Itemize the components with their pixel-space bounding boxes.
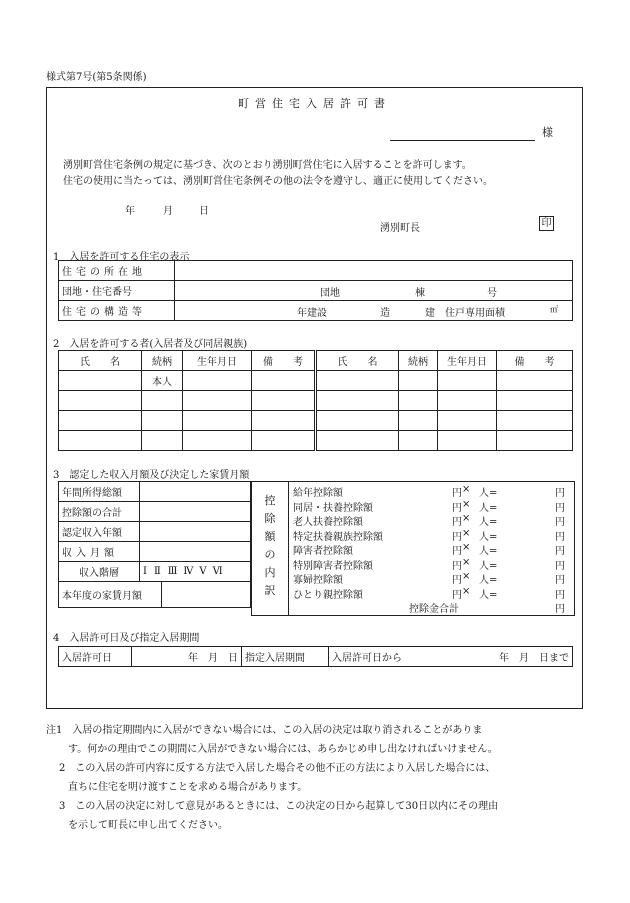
deduction-row <box>289 528 574 542</box>
income-row <box>59 522 251 542</box>
date-day: 日 <box>199 206 209 217</box>
period-table <box>58 646 573 667</box>
rent-label: 本年度の家賃月額 <box>59 582 162 608</box>
note-3-prefix: 3 <box>59 801 66 812</box>
area-unit: ㎡ <box>550 305 558 314</box>
resident-cell[interactable] <box>183 371 252 391</box>
header-remarks-right: 備 考 <box>497 351 573 371</box>
resident-cell[interactable] <box>438 411 497 431</box>
resident-row <box>59 411 573 431</box>
addressee-line[interactable] <box>390 128 535 141</box>
note-1-line1: 入居の指定期間内に入居ができない場合には、この入居の決定は取り消されることがありま <box>72 725 483 736</box>
resident-cell[interactable] <box>438 431 497 451</box>
income-table <box>58 481 251 608</box>
period-to: 年 月 日まで <box>499 653 569 664</box>
level-1[interactable]: Ⅰ <box>143 566 147 577</box>
deduction-yen: 円 <box>452 488 462 499</box>
level-6[interactable]: Ⅵ <box>212 566 223 577</box>
deduction-yen: 円 <box>452 502 462 514</box>
level-5[interactable]: Ⅴ <box>199 566 207 577</box>
deduction-people: 人= <box>479 531 498 543</box>
complex-row <box>59 281 573 301</box>
deduction-row <box>289 586 574 600</box>
note-1 <box>46 721 586 759</box>
resident-cell[interactable] <box>142 391 183 411</box>
section1-heading: 1 入居を許可する住宅の表示 <box>53 252 190 263</box>
deduction-people: 人= <box>479 589 498 601</box>
seal-mark <box>539 216 554 231</box>
deduction-row <box>289 542 574 556</box>
deduction-people: 人= <box>479 517 498 528</box>
deduction-people: 人= <box>479 560 498 572</box>
complex-value[interactable] <box>175 281 573 301</box>
income-level-label: 収入階層 <box>59 562 140 582</box>
deduction-total: 円 <box>555 546 565 557</box>
resident-cell[interactable] <box>316 411 399 431</box>
resident-cell[interactable] <box>59 431 142 451</box>
structure-value[interactable] <box>175 301 573 321</box>
deduction-total-label: 控除金合計 <box>409 604 459 615</box>
period-value[interactable] <box>329 647 573 667</box>
relation-self: 本人 <box>142 371 183 391</box>
deduction-yen: 円 <box>452 531 462 543</box>
income-level-options[interactable] <box>140 562 251 582</box>
deduction-times: × <box>462 484 471 495</box>
header-birth-left: 生年月日 <box>183 351 252 371</box>
resident-row <box>59 431 573 451</box>
permit-date-label: 入居許可日 <box>59 647 132 667</box>
income-row <box>59 542 251 562</box>
income-row <box>59 482 251 502</box>
structure-row <box>59 301 573 321</box>
deduction-people: 人= <box>479 546 498 557</box>
resident-cell[interactable] <box>183 411 252 431</box>
deduction-name: 老人扶養控除額 <box>293 517 363 528</box>
resident-cell[interactable] <box>142 431 183 451</box>
resident-cell[interactable] <box>142 411 183 431</box>
deduction-row <box>289 484 574 498</box>
resident-cell[interactable] <box>316 371 399 391</box>
resident-cell[interactable] <box>399 431 438 451</box>
permit-form-frame <box>46 87 583 709</box>
deduction-name: 特定扶養親族控除額 <box>293 531 383 543</box>
deduction-row <box>289 557 574 571</box>
residents-table <box>58 350 573 451</box>
note-2 <box>46 759 586 797</box>
resident-cell[interactable] <box>252 431 316 451</box>
residents-header-row <box>59 351 573 371</box>
deduction-yen: 円 <box>452 575 462 586</box>
deduction-times: × <box>462 556 471 568</box>
note-1-line2: す。何かの理由でこの期間に入居ができない場合には、あらかじめ申し出なければいけません。 <box>68 744 498 755</box>
ken-label: 建 <box>425 308 435 319</box>
resident-cell[interactable] <box>497 391 573 411</box>
resident-cell[interactable] <box>316 391 399 411</box>
resident-cell[interactable] <box>497 431 573 451</box>
date-year: 年 <box>125 206 135 217</box>
deduction-yen: 円 <box>452 517 462 528</box>
deduction-row <box>289 571 574 585</box>
deduction-total: 円 <box>555 517 565 528</box>
resident-cell[interactable] <box>497 411 573 431</box>
deduction-breakdown-label-box <box>251 481 289 616</box>
income-row <box>59 582 251 608</box>
zou-label: 造 <box>380 308 390 319</box>
issuer: 湧別町長 <box>380 223 420 234</box>
page-title: 町営住宅入居許可書 <box>238 97 391 110</box>
level-3[interactable]: Ⅲ <box>167 566 178 577</box>
tou-label: 棟 <box>415 288 425 299</box>
deduction-total-unit: 円 <box>555 604 565 615</box>
complex-label: 団地・住宅番号 <box>59 281 175 301</box>
header-name-right: 氏 名 <box>316 351 399 371</box>
area-label: 住戸専用面積 <box>445 308 505 319</box>
monthly-income-value[interactable] <box>140 542 251 562</box>
gou-label: 号 <box>487 288 497 299</box>
deduction-total: 円 <box>555 488 565 499</box>
resident-cell[interactable] <box>438 391 497 411</box>
certified-income-label: 認定収入年額 <box>59 522 140 542</box>
deduction-breakdown-label: 控除額の内訳 <box>264 494 276 597</box>
structure-label: 住宅の構造等 <box>59 301 175 321</box>
deduction-times: × <box>462 527 471 539</box>
header-remarks-left: 備 考 <box>252 351 316 371</box>
resident-cell[interactable] <box>438 371 497 391</box>
deduction-people: 人= <box>479 488 498 499</box>
resident-cell[interactable] <box>399 411 438 431</box>
address-value[interactable] <box>175 261 573 281</box>
deduction-times: × <box>462 513 471 524</box>
annual-income-label: 年間所得総額 <box>59 482 140 502</box>
header-birth-right: 生年月日 <box>438 351 497 371</box>
note-2-line1: この入居の許可内容に反する方法で入居した場合その他不正の方法により入居した場合には、 <box>75 763 496 774</box>
deduction-name: 給年控除額 <box>293 488 343 499</box>
resident-cell[interactable] <box>59 391 142 411</box>
income-row <box>59 562 251 582</box>
resident-cell[interactable] <box>252 411 316 431</box>
danchi-label: 団地 <box>320 288 340 299</box>
deduction-total: 円 <box>555 560 565 572</box>
note-2-line2: 直ちに住宅を明け渡すことを求める場合があります。 <box>68 782 308 793</box>
resident-cell[interactable] <box>316 431 399 451</box>
period-label: 指定入居期間 <box>242 647 329 667</box>
header-name-left: 氏 名 <box>59 351 142 371</box>
period-row <box>59 647 573 667</box>
level-4[interactable]: Ⅳ <box>183 566 194 577</box>
permit-date-value[interactable]: 年 月 日 <box>132 647 242 667</box>
deduction-total: 円 <box>555 589 565 601</box>
monthly-income-label: 収入月額 <box>59 542 140 562</box>
resident-row <box>59 391 573 411</box>
resident-cell[interactable] <box>59 371 142 391</box>
header-relation-right: 続柄 <box>399 351 438 371</box>
resident-row <box>59 371 573 391</box>
seal-text: 印 <box>539 216 554 231</box>
intro-line-2: 住宅の使用に当たっては、湧別町営住宅条例その他の法令を遵守し、適正に使用してください。 <box>63 176 493 187</box>
deduction-row <box>289 513 574 527</box>
year-built-label: 年建設 <box>297 308 327 319</box>
deduction-name: 特別障害者控除額 <box>293 560 373 572</box>
deduction-total: 円 <box>555 531 565 543</box>
resident-cell[interactable] <box>252 371 316 391</box>
address-row <box>59 261 573 281</box>
resident-cell[interactable] <box>497 371 573 391</box>
deduction-name: 同居・扶養控除額 <box>293 502 373 514</box>
deduction-row <box>289 499 574 513</box>
intro-line-1: 湧別町営住宅条例の規定に基づき、次のとおり湧別町営住宅に入居することを許可します。 <box>63 160 472 171</box>
deduction-name: 寡婦控除額 <box>293 575 343 586</box>
section3-heading: 3 認定した収入月額及び決定した家賃月額 <box>53 470 250 481</box>
deduction-total: 円 <box>555 575 565 586</box>
deduction-times: × <box>462 585 471 597</box>
resident-cell[interactable] <box>183 391 252 411</box>
deduction-name: 障害者控除額 <box>293 546 353 557</box>
deduction-times: × <box>462 498 471 510</box>
deduction-name: ひとり親控除額 <box>293 589 363 601</box>
level-2[interactable]: Ⅱ <box>153 566 161 577</box>
header-relation-left: 続柄 <box>142 351 183 371</box>
resident-cell[interactable] <box>59 411 142 431</box>
note-3-line2: を示して町長に申し出てください。 <box>68 820 228 831</box>
resident-cell[interactable] <box>252 391 316 411</box>
section4-heading: 4 入居許可日及び指定入居期間 <box>53 633 200 644</box>
note-3 <box>46 797 586 835</box>
deduction-times: × <box>462 542 471 553</box>
deduction-sum-label: 控除額の合計 <box>59 502 140 522</box>
section2-heading: 2 入居を許可する者(入居者及び同居親族) <box>53 339 248 350</box>
deduction-yen: 円 <box>452 560 462 572</box>
date-month: 月 <box>163 206 173 217</box>
deduction-yen: 円 <box>452 546 462 557</box>
note-2-prefix: 2 <box>59 763 66 774</box>
addressee-suffix: 様 <box>542 126 553 139</box>
deduction-total: 円 <box>555 502 565 514</box>
deduction-times: × <box>462 571 471 582</box>
resident-cell[interactable] <box>399 391 438 411</box>
note-1-prefix: 注1 <box>46 725 63 736</box>
note-3-line1: この入居の決定に対して意見があるときには、この決定の日から起算して30日以内にその理由 <box>75 801 499 812</box>
rent-value[interactable] <box>162 582 251 608</box>
period-from: 入居許可日から <box>332 653 402 664</box>
deduction-sum-value[interactable] <box>140 502 251 522</box>
deductions-box <box>288 481 575 616</box>
income-row <box>59 502 251 522</box>
form-number: 様式第7号(第5条関係) <box>46 72 147 83</box>
deduction-people: 人= <box>479 575 498 586</box>
resident-cell[interactable] <box>183 431 252 451</box>
annual-income-value[interactable] <box>140 482 251 502</box>
notes <box>46 721 586 835</box>
residence-table <box>58 260 573 321</box>
address-label: 住宅の所在地 <box>59 261 175 281</box>
resident-cell[interactable] <box>399 371 438 391</box>
deduction-yen: 円 <box>452 589 462 601</box>
certified-income-value[interactable] <box>140 522 251 542</box>
deduction-people: 人= <box>479 502 498 514</box>
